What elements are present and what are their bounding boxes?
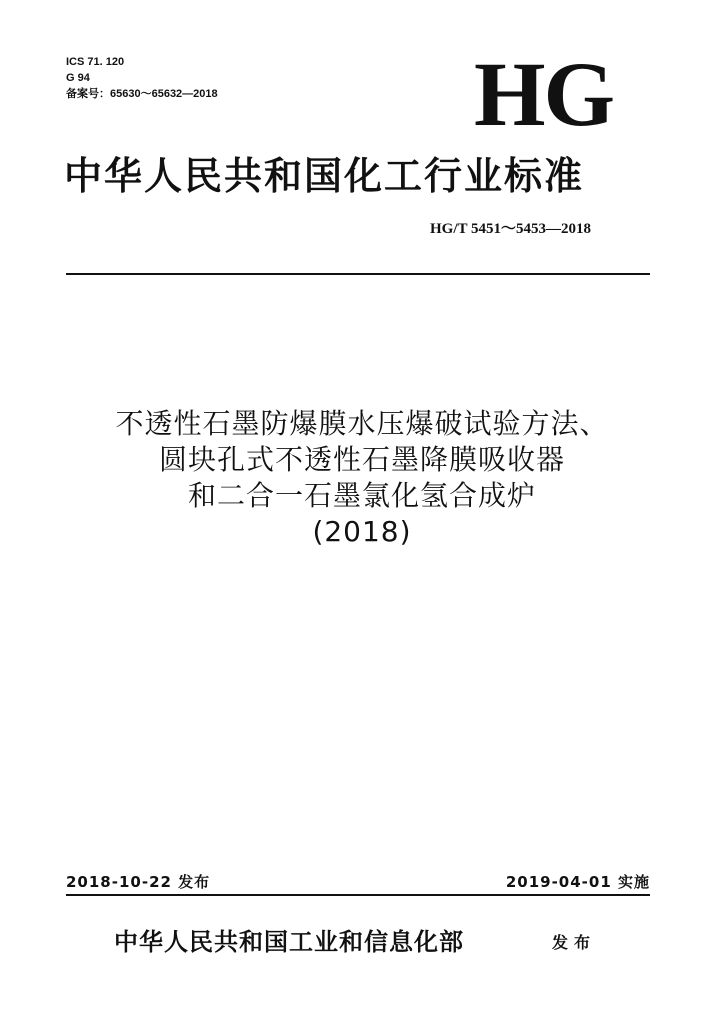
standard-category-title: 中华人民共和国化工行业标准 bbox=[64, 153, 585, 198]
class-code: G 94 bbox=[66, 72, 90, 84]
bottom-divider bbox=[66, 894, 650, 896]
filing-number: 备案号：65630～65632—2018 bbox=[66, 88, 218, 100]
document-title-year: (2018) bbox=[312, 515, 412, 548]
document-title-line-1: 不透性石墨防爆膜水压爆破试验方法、 bbox=[115, 407, 609, 440]
ics-code: ICS 71. 120 bbox=[66, 56, 125, 68]
document-title bbox=[0, 406, 724, 550]
document-title-line-2: 圆块孔式不透性石墨降膜吸收器 bbox=[158, 443, 565, 476]
issuing-authority: 中华人民共和国工业和信息化部 bbox=[114, 927, 464, 956]
standard-number: HG/T 5451～5453—2018 bbox=[430, 221, 591, 237]
top-divider bbox=[66, 273, 650, 275]
hg-logo: HG bbox=[474, 43, 614, 145]
classification-block bbox=[66, 54, 218, 102]
implementation-date: 2019-04-01 实施 bbox=[505, 873, 650, 891]
document-title-line-3: 和二合一石墨氯化氢合成炉 bbox=[187, 479, 536, 512]
issuing-action: 发布 bbox=[552, 933, 597, 952]
release-date: 2018-10-22 发布 bbox=[66, 873, 211, 891]
